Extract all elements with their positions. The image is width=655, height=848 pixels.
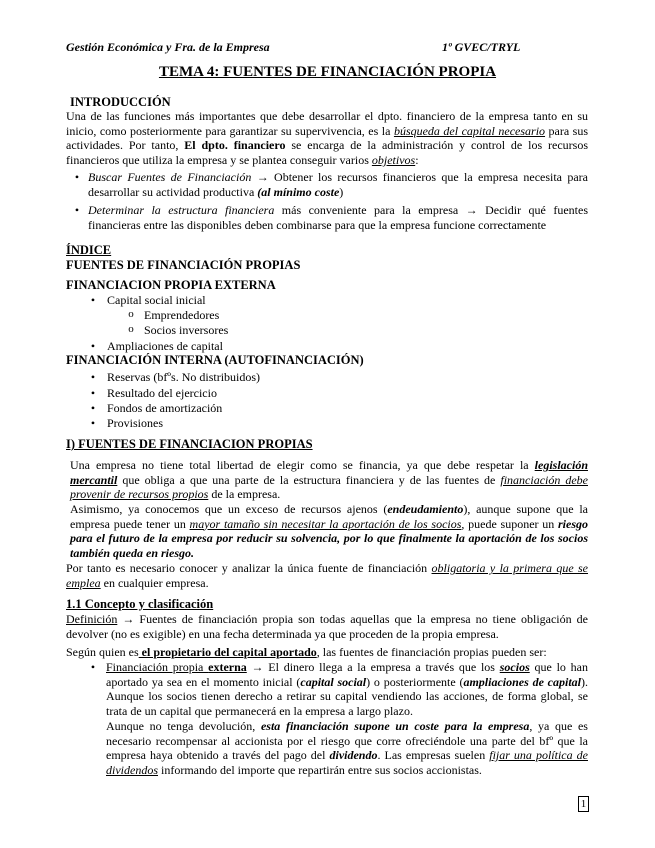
external-financing-item: Financiación propia externa → El dinero llega a la empresa a través que los socios que lo han aportado ya sea en el momento inicial (capital social) o posteriormente (ampliaciones de capital). Aunque los socios tienen derecho a retirar su capital vendiendo las acciones, de forma global, se trata de un capital que permanecerá en la empresa a largo plazo. bbox=[106, 660, 589, 718]
bullet-icon: • bbox=[90, 416, 96, 430]
bullet-icon: • bbox=[90, 386, 96, 400]
index-subitem: Emprendedores bbox=[144, 308, 220, 322]
bullet-icon: • bbox=[90, 660, 96, 674]
page-number: 1 bbox=[578, 796, 589, 812]
index-item: Reservas (bfºs. No distribuidos) bbox=[107, 370, 261, 384]
circle-bullet-icon: o bbox=[128, 323, 134, 335]
section-1-1-heading: 1.1 Concepto y clasificación bbox=[66, 597, 214, 611]
external-financing-cost-paragraph: Aunque no tenga devolución, esta financiación supone un coste para la empresa, ya que es necesario recompensar al accionista por el riesgo que corre ofreciéndole una parte del bfº que la empresa haya obtenido a través del pago del dividendo. Las empresas suelen fijar una política de dividendos informando del importe que repartirán entre sus socios accionistas. bbox=[106, 719, 588, 777]
bullet-icon: • bbox=[74, 203, 80, 217]
intro-bullet-2: Determinar la estructura financiera más conveniente para la empresa → Decidir qué fuentes financieras entre las disponibles deben combinarse para que la empresa funcione correctamente bbox=[88, 203, 588, 232]
circle-bullet-icon: o bbox=[128, 308, 134, 320]
index-item: Provisiones bbox=[107, 416, 164, 430]
index-line-interna: FINANCIACIÓN INTERNA (AUTOFINANCIACIÓN) bbox=[66, 353, 364, 367]
index-item: Capital social inicial bbox=[107, 293, 206, 307]
bullet-icon: • bbox=[90, 339, 96, 353]
index-heading: ÍNDICE bbox=[66, 243, 112, 257]
page-title: TEMA 4: FUENTES DE FINANCIACIÓN PROPIA bbox=[158, 64, 497, 80]
intro-paragraph: Una de las funciones más importantes que debe desarrollar el dpto. financiero de la empresa tanto en su inicio, como posteriormente para garantizar su supervivencia, es la búsqueda del capital necesario para sus actividades. Por tanto, El dpto. financiero se encarga de la administración y control de los recursos financieros que utiliza la empresa y se plantea conseguir varios objetivos: bbox=[66, 109, 589, 167]
header-right: 1º GVEC/TRYL bbox=[442, 40, 521, 54]
bullet-icon: • bbox=[90, 370, 96, 384]
section-1-paragraph-2: Asimismo, ya conocemos que un exceso de recursos ajenos (endeudamiento), aunque supone que la empresa puede tener un mayor tamaño sin necesitar la aportación de los socios, puede suponer un riesgo para el futuro de la empresa por reducir su solvencia, por lo que finalmente la aportación de los socios también queda en riesgo. bbox=[70, 502, 588, 560]
index-line-fuentes: FUENTES DE FINANCIACIÓN PROPIAS bbox=[66, 258, 301, 272]
section-1-paragraph-1: Una empresa no tiene total libertad de elegir como se financia, ya que debe respetar la legislación mercantil que obliga a que una parte de la estructura financiera y de las fuentes de financiación debe provenir de recursos propios de la empresa. bbox=[70, 458, 588, 502]
index-subitem: Socios inversores bbox=[144, 323, 229, 337]
section-1-paragraph-3: Por tanto es necesario conocer y analizar la única fuente de financiación obligatoria y la primera que se emplea en cualquier empresa. bbox=[66, 561, 589, 590]
index-line-externa: FINANCIACION PROPIA EXTERNA bbox=[66, 278, 276, 292]
index-item: Ampliaciones de capital bbox=[107, 339, 223, 353]
index-item: Resultado del ejercicio bbox=[107, 386, 217, 400]
section-1-heading: I) FUENTES DE FINANCIACION PROPIAS bbox=[66, 437, 313, 451]
classification-intro: Según quien es el propietario del capital aportado, las fuentes de financiación propias pueden ser: bbox=[66, 645, 547, 659]
definition-paragraph: Definición → Fuentes de financiación propia son todas aquellas que la empresa no tiene obligación de devolver (no es exigible) en una fecha determinada ya que proceden de la propia empresa. bbox=[66, 612, 588, 641]
bullet-icon: • bbox=[74, 170, 80, 184]
header-left: Gestión Económica y Fra. de la Empresa bbox=[66, 40, 270, 54]
bullet-icon: • bbox=[90, 293, 96, 307]
index-item: Fondos de amortización bbox=[107, 401, 223, 415]
intro-heading: INTRODUCCIÓN bbox=[70, 95, 171, 109]
intro-bullet-1: Buscar Fuentes de Financiación → Obtener los recursos financieros que la empresa necesita para desarrollar su actividad productiva (al mínimo coste) bbox=[88, 170, 589, 199]
bullet-icon: • bbox=[90, 401, 96, 415]
